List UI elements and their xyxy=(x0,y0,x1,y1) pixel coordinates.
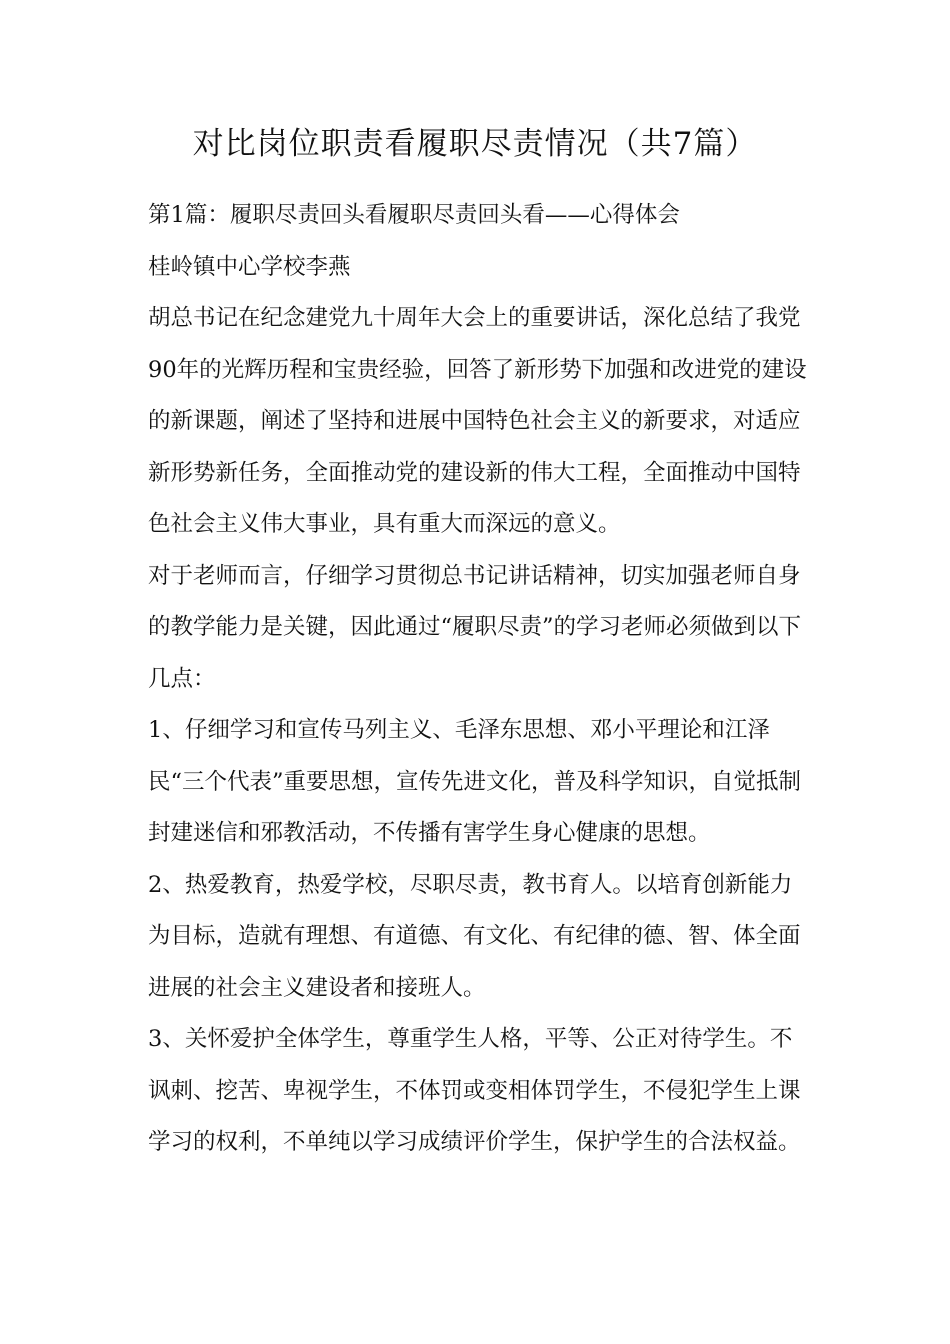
list-item-line: 为目标，造就有理想、有道德、有文化、有纪律的德、智、体全面 xyxy=(148,923,801,949)
list-item-line: 民“三个代表”重要思想，宣传先进文化，普及科学知识，自觉抵制 xyxy=(148,768,802,795)
list-item-line: 2、热爱教育，热爱学校，尽职尽责，教书育人。以培育创新能力 xyxy=(148,871,793,898)
paragraph-line: 新形势新任务，全面推动党的建设新的伟大工程，全面推动中国特 xyxy=(148,459,801,486)
list-item-line: 讽刺、挖苦、卑视学生，不体罚或变相体罚学生，不侵犯学生上课 xyxy=(148,1077,801,1104)
paragraph-line: 几点： xyxy=(148,665,216,692)
list-item-line: 3、关怀爱护全体学生，尊重学生人格，平等、公正对待学生。不 xyxy=(148,1026,793,1052)
section-heading: 第1篇：履职尽责回头看履职尽责回头看——心得体会 xyxy=(148,202,680,228)
list-item-line: 封建迷信和邪教活动，不传播有害学生身心健康的思想。 xyxy=(148,820,711,846)
list-item-line: 学习的权利，不单纯以学习成绩评价学生，保护学生的合法权益。 xyxy=(148,1129,801,1155)
author-line: 桂岭镇中心学校李燕 xyxy=(148,253,351,280)
paragraph-line: 的教学能力是关键，因此通过“履职尽责”的学习老师必须做到以下 xyxy=(148,614,802,640)
list-item-line: 1、仔细学习和宣传马列主义、毛泽东思想、邓小平理论和江泽 xyxy=(148,717,770,743)
paragraph-line: 胡总书记在纪念建党九十周年大会上的重要讲话，深化总结了我党 xyxy=(148,305,801,331)
list-item-line: 进展的社会主义建设者和接班人。 xyxy=(148,974,486,1001)
document-title: 对比岗位职责看履职尽责情况（共7篇） xyxy=(192,126,758,162)
paragraph-line: 90年的光辉历程和宝贵经验，回答了新形势下加强和改进党的建设 xyxy=(148,356,807,383)
document-body xyxy=(148,190,808,1169)
paragraph-line: 的新课题，阐述了坚持和进展中国特色社会主义的新要求，对适应 xyxy=(148,408,801,434)
paragraph-line: 色社会主义伟大事业，具有重大而深远的意义。 xyxy=(148,511,621,537)
paragraph-line: 对于老师而言，仔细学习贯彻总书记讲话精神，切实加强老师自身 xyxy=(148,562,801,589)
